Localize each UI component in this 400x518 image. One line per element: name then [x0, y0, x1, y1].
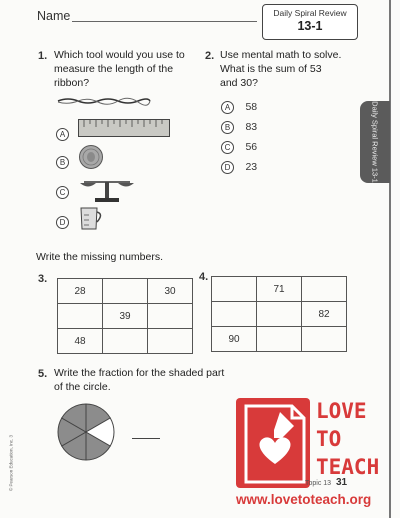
choice-letter: B	[56, 156, 69, 169]
copyright-note: © Pearson Education, Inc. 3	[8, 434, 14, 492]
grid-cell: 71	[257, 277, 302, 302]
choice-letter: B	[221, 121, 234, 134]
grid-cell[interactable]	[58, 304, 103, 329]
grid-cell[interactable]	[302, 277, 347, 302]
missing-numbers-instruction: Write the missing numbers.	[36, 251, 164, 263]
topic-label: Topic 13	[305, 480, 332, 487]
logo-word-teach: TEACH	[316, 455, 380, 479]
grid-cell: 90	[212, 327, 257, 352]
q1-number: 1.	[38, 50, 48, 62]
measuring-cup-icon	[78, 204, 106, 232]
q2-choice-a[interactable]	[221, 97, 257, 115]
review-number: 13-1	[297, 19, 323, 33]
q2-choice-c[interactable]	[221, 137, 257, 155]
q5-question-line: Write the fraction for the shaded part	[54, 367, 225, 379]
q4-grid	[211, 276, 347, 352]
grid-cell: 39	[103, 304, 148, 329]
table-row	[58, 329, 193, 354]
grid-cell[interactable]	[103, 329, 148, 354]
grid-cell[interactable]	[148, 304, 193, 329]
ruler-icon	[78, 119, 170, 137]
grid-cell[interactable]	[103, 279, 148, 304]
q1-question-line: Which tool would you use to	[54, 49, 185, 61]
q1-question-line: measure the length of the	[54, 63, 174, 75]
q2-question	[220, 48, 341, 90]
q5-question-line: of the circle.	[54, 381, 111, 393]
page-edge-line	[389, 0, 391, 518]
grid-cell[interactable]	[257, 327, 302, 352]
q5-question	[54, 366, 224, 394]
grid-cell: 82	[302, 302, 347, 327]
choice-letter: C	[56, 186, 69, 199]
review-title: Daily Spiral Review	[273, 8, 347, 18]
choice-letter: C	[221, 141, 234, 154]
choice-value: 56	[245, 141, 258, 153]
logo-word-to: TO	[316, 427, 342, 451]
q1-question	[54, 48, 185, 90]
balance-scale-icon	[78, 174, 136, 204]
q1-choice-b[interactable]	[56, 152, 69, 170]
pencil-heart-icon	[236, 398, 310, 488]
ribbon-icon	[56, 96, 152, 106]
coin-icon	[78, 144, 104, 170]
q2-question-line: Use mental math to solve.	[220, 49, 342, 61]
q3-number: 3.	[38, 273, 48, 285]
choice-value: 83	[245, 121, 258, 133]
q2-question-line: What is the sum of 53	[220, 63, 322, 75]
choice-letter: D	[56, 216, 69, 229]
choice-letter: D	[221, 161, 234, 174]
q1-choice-a[interactable]	[56, 124, 69, 142]
q2-choice-b[interactable]	[221, 117, 257, 135]
grid-cell[interactable]	[302, 327, 347, 352]
choice-value: 58	[245, 101, 258, 113]
grid-cell: 30	[148, 279, 193, 304]
choice-letter: A	[221, 101, 234, 114]
grid-cell[interactable]	[257, 302, 302, 327]
q2-question-line: and 30?	[220, 77, 258, 89]
q2-choice-d[interactable]	[221, 157, 257, 175]
name-label: Name	[37, 9, 71, 23]
table-row	[212, 302, 347, 327]
love-to-teach-logo	[236, 398, 310, 488]
choice-letter: A	[56, 128, 69, 141]
q1-choice-d[interactable]	[56, 212, 69, 230]
q1-choice-c[interactable]	[56, 182, 69, 200]
q5-number: 5.	[38, 368, 48, 380]
q3-grid	[57, 278, 193, 354]
side-tab	[360, 101, 390, 183]
table-row	[58, 304, 193, 329]
side-tab-label: Daily Spiral Review 13-1	[370, 101, 380, 183]
page-number: 31	[336, 477, 348, 488]
logo-word-love: LOVE	[316, 399, 367, 423]
table-row	[58, 279, 193, 304]
table-row	[212, 277, 347, 302]
grid-cell: 48	[58, 329, 103, 354]
q1-question-line: ribbon?	[54, 77, 90, 89]
grid-cell[interactable]	[212, 277, 257, 302]
grid-cell: 28	[58, 279, 103, 304]
q4-number: 4.	[199, 271, 209, 283]
q2-number: 2.	[205, 50, 215, 62]
fraction-circle	[56, 402, 116, 462]
grid-cell[interactable]	[148, 329, 193, 354]
choice-value: 23	[245, 161, 258, 173]
name-line[interactable]	[72, 21, 257, 22]
website-link[interactable]: www.lovetoteach.org	[236, 492, 372, 507]
table-row	[212, 327, 347, 352]
answer-blank[interactable]	[132, 438, 160, 439]
review-box	[262, 4, 358, 40]
grid-cell[interactable]	[212, 302, 257, 327]
